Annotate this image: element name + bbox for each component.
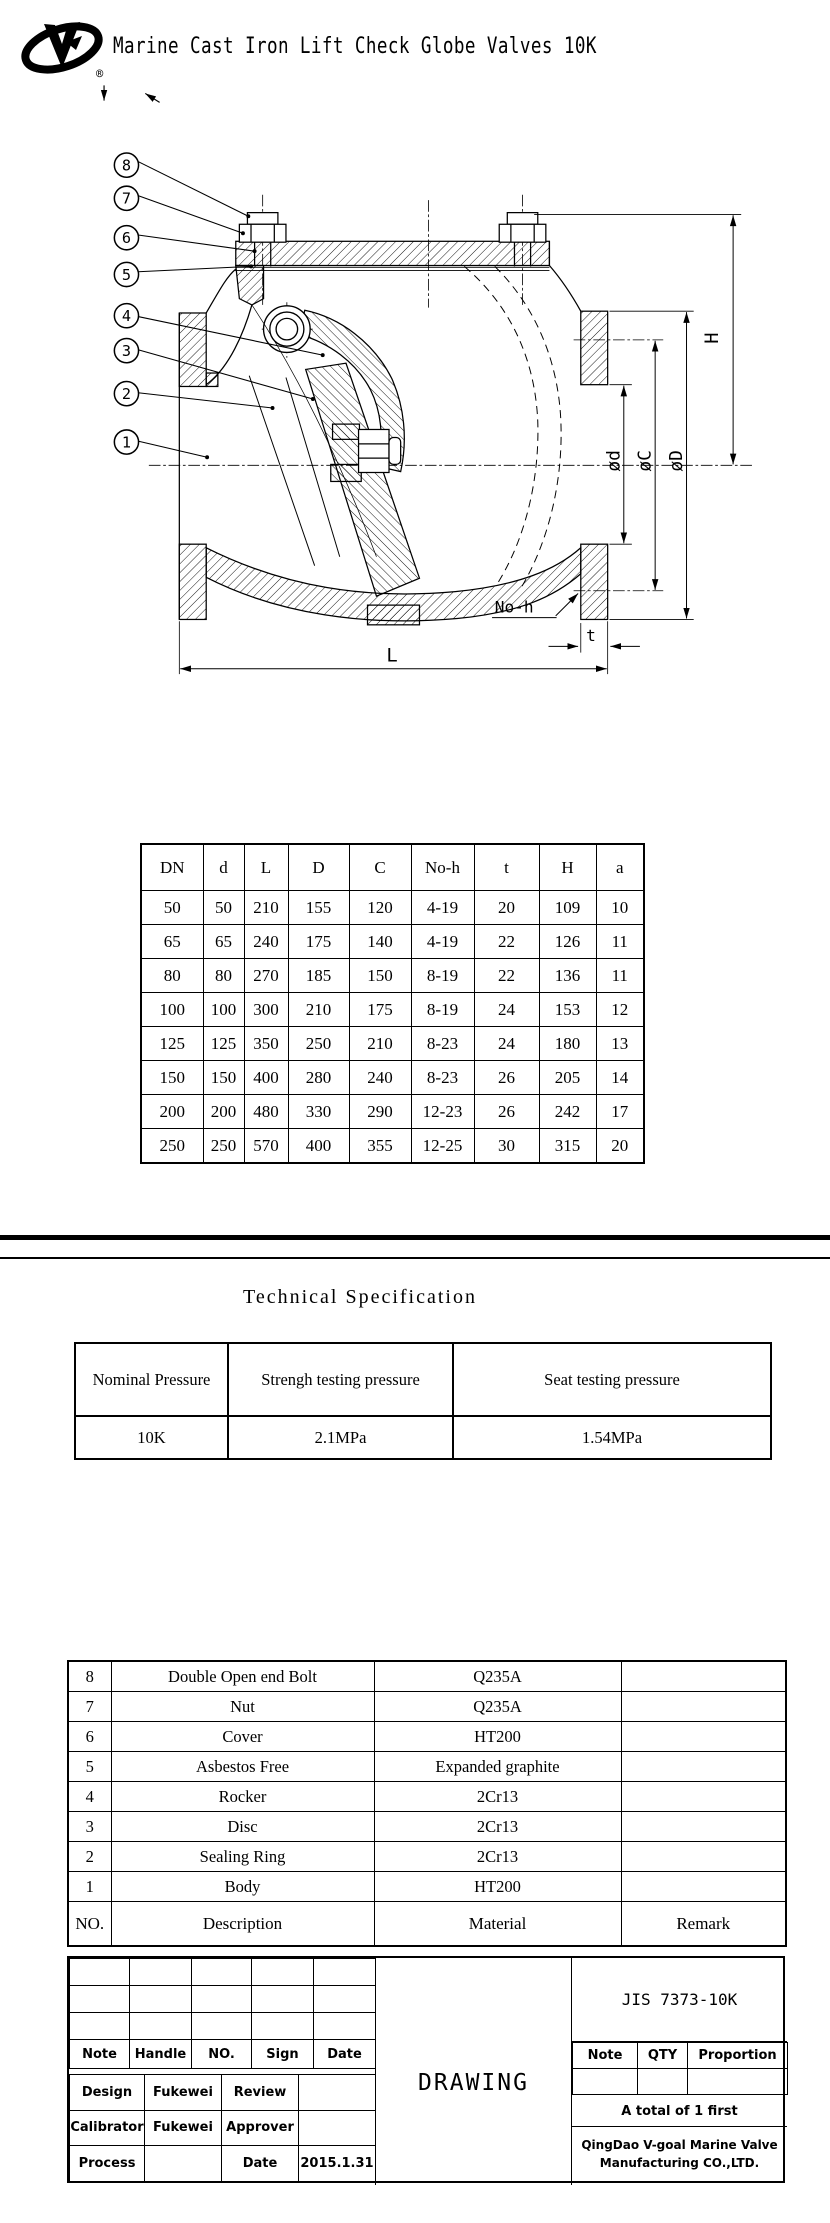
cell: Review bbox=[222, 2075, 299, 2111]
cell: 30 bbox=[474, 1129, 539, 1164]
cell: Seat testing pressure bbox=[453, 1343, 771, 1416]
cell: 300 bbox=[244, 993, 288, 1027]
cell: 2Cr13 bbox=[374, 1782, 621, 1812]
table-row bbox=[68, 1692, 786, 1722]
cell: 1 bbox=[68, 1872, 111, 1902]
cell bbox=[621, 1661, 786, 1692]
cell bbox=[621, 1872, 786, 1902]
cell: 126 bbox=[539, 925, 596, 959]
cell: 11 bbox=[596, 959, 644, 993]
section-divider-thin bbox=[0, 1257, 830, 1259]
cover-section bbox=[236, 241, 550, 265]
cell: 22 bbox=[474, 959, 539, 993]
parts-table-body bbox=[68, 1661, 786, 1902]
right-flange-upper bbox=[581, 311, 608, 384]
cell: 3 bbox=[68, 1812, 111, 1842]
cell: 100 bbox=[203, 993, 244, 1027]
cell: 5 bbox=[68, 1752, 111, 1782]
cell: 400 bbox=[244, 1061, 288, 1095]
cell: 8-19 bbox=[411, 959, 474, 993]
cell: No-h bbox=[411, 844, 474, 891]
table-row bbox=[68, 1872, 786, 1902]
cell: 4-19 bbox=[411, 925, 474, 959]
table-row bbox=[70, 2075, 376, 2111]
cell: 175 bbox=[288, 925, 349, 959]
cell: Note bbox=[573, 2043, 638, 2069]
balloon-8: 8 bbox=[121, 156, 132, 175]
cell: 210 bbox=[349, 1027, 411, 1061]
cell: 175 bbox=[349, 993, 411, 1027]
cell: L bbox=[244, 844, 288, 891]
cell: D bbox=[288, 844, 349, 891]
cell: 480 bbox=[244, 1095, 288, 1129]
spec-table bbox=[74, 1342, 772, 1460]
cell: 330 bbox=[288, 1095, 349, 1129]
cell: C bbox=[349, 844, 411, 891]
cell: QTY bbox=[638, 2043, 688, 2069]
cell: NO. bbox=[68, 1902, 111, 1947]
revision-row-empty bbox=[70, 1959, 376, 1986]
section-divider-thick bbox=[0, 1235, 830, 1240]
cell: 205 bbox=[539, 1061, 596, 1095]
cell: 4 bbox=[68, 1782, 111, 1812]
cell: 11 bbox=[596, 925, 644, 959]
cell: Date bbox=[222, 2146, 299, 2182]
cell: 2Cr13 bbox=[374, 1842, 621, 1872]
dim-label-t: t bbox=[586, 625, 596, 645]
cell: 155 bbox=[288, 891, 349, 925]
table-row bbox=[70, 2146, 376, 2182]
cell: Note bbox=[70, 2040, 130, 2069]
company-logo bbox=[20, 12, 112, 82]
dim-label-dia-C: øC bbox=[634, 450, 656, 472]
cell: Strengh testing pressure bbox=[228, 1343, 453, 1416]
cell: 250 bbox=[288, 1027, 349, 1061]
standard-number: JIS 7373-10K bbox=[572, 1958, 787, 2042]
cell: 8-19 bbox=[411, 993, 474, 1027]
company-line-2: Manufacturing CO.,LTD. bbox=[599, 2156, 760, 2170]
total-note: A total of 1 first bbox=[572, 2097, 787, 2127]
balloon-7: 7 bbox=[121, 189, 132, 208]
cell: 6 bbox=[68, 1722, 111, 1752]
valve-body-sections bbox=[179, 241, 607, 625]
cover-neck bbox=[236, 265, 264, 304]
cell: t bbox=[474, 844, 539, 891]
cell: 1.54MPa bbox=[453, 1416, 771, 1459]
drawing-label: DRAWING bbox=[418, 2070, 529, 2096]
cell: 150 bbox=[349, 959, 411, 993]
cell: 242 bbox=[539, 1095, 596, 1129]
cell: 20 bbox=[596, 1129, 644, 1164]
cell: Double Open end Bolt bbox=[111, 1661, 374, 1692]
dimension-table-body bbox=[141, 891, 644, 1164]
cell: 13 bbox=[596, 1027, 644, 1061]
valve-cross-section-drawing bbox=[0, 80, 830, 770]
cell: Rocker bbox=[111, 1782, 374, 1812]
cell: H bbox=[539, 844, 596, 891]
qty-header-row bbox=[573, 2043, 788, 2069]
cell: Description bbox=[111, 1902, 374, 1947]
cell: 2 bbox=[68, 1842, 111, 1872]
cell bbox=[299, 2110, 376, 2146]
cell: 50 bbox=[141, 891, 203, 925]
cell bbox=[621, 1782, 786, 1812]
cell: Fukewei bbox=[145, 2075, 222, 2111]
cell: 315 bbox=[539, 1129, 596, 1164]
cell: 2.1MPa bbox=[228, 1416, 453, 1459]
cell: 350 bbox=[244, 1027, 288, 1061]
cell: d bbox=[203, 844, 244, 891]
cell: HT200 bbox=[374, 1872, 621, 1902]
cell bbox=[621, 1722, 786, 1752]
cell: 240 bbox=[349, 1061, 411, 1095]
parts-table-footer bbox=[68, 1902, 786, 1947]
balloon-4: 4 bbox=[121, 307, 132, 326]
cell: 153 bbox=[539, 993, 596, 1027]
cell: 355 bbox=[349, 1129, 411, 1164]
cell bbox=[621, 1812, 786, 1842]
cell bbox=[621, 1692, 786, 1722]
table-row bbox=[141, 1095, 644, 1129]
table-row bbox=[141, 1061, 644, 1095]
revision-row-empty bbox=[70, 2013, 376, 2040]
cell: 250 bbox=[141, 1129, 203, 1164]
table-row bbox=[68, 1842, 786, 1872]
spec-table-header bbox=[75, 1343, 771, 1416]
table-row bbox=[70, 2110, 376, 2146]
table-row bbox=[68, 1752, 786, 1782]
cell: 10K bbox=[75, 1416, 228, 1459]
cell: 65 bbox=[141, 925, 203, 959]
table-row bbox=[68, 1812, 786, 1842]
cell: 100 bbox=[141, 993, 203, 1027]
table-row bbox=[141, 959, 644, 993]
cell: 65 bbox=[203, 925, 244, 959]
qty-value-row bbox=[573, 2069, 788, 2095]
cell: Handle bbox=[130, 2040, 192, 2069]
cell: 250 bbox=[203, 1129, 244, 1164]
cell: 125 bbox=[141, 1027, 203, 1061]
company-name bbox=[572, 2127, 787, 2185]
cell: Calibrator bbox=[70, 2110, 145, 2146]
left-flange-lower bbox=[179, 544, 206, 619]
registered-mark: ® bbox=[96, 67, 104, 81]
cell: 12 bbox=[596, 993, 644, 1027]
signature-grid bbox=[69, 2074, 376, 2182]
balloon-5: 5 bbox=[121, 265, 132, 284]
dim-label-L: L bbox=[386, 645, 398, 667]
cell: 185 bbox=[288, 959, 349, 993]
cell: 120 bbox=[349, 891, 411, 925]
cell: Design bbox=[70, 2075, 145, 2111]
cell: NO. bbox=[192, 2040, 252, 2069]
foot-pad bbox=[368, 605, 420, 625]
table-row bbox=[141, 1129, 644, 1164]
cell: 290 bbox=[349, 1095, 411, 1129]
spec-title: Technical Specification bbox=[243, 1286, 477, 1308]
cell: 4-19 bbox=[411, 891, 474, 925]
section-mark bbox=[104, 85, 160, 102]
cell: 26 bbox=[474, 1095, 539, 1129]
cell: HT200 bbox=[374, 1722, 621, 1752]
cell: 140 bbox=[349, 925, 411, 959]
cell: 80 bbox=[141, 959, 203, 993]
cell: Nominal Pressure bbox=[75, 1343, 228, 1416]
cell: 50 bbox=[203, 891, 244, 925]
page-title: Marine Cast Iron Lift Check Globe Valves 10K bbox=[113, 34, 597, 59]
dim-label-dia-D: øD bbox=[666, 450, 688, 472]
cell: Material bbox=[374, 1902, 621, 1947]
cell: 400 bbox=[288, 1129, 349, 1164]
table-row bbox=[141, 891, 644, 925]
balloon-3: 3 bbox=[121, 342, 132, 360]
cell: 150 bbox=[141, 1061, 203, 1095]
cell: Nut bbox=[111, 1692, 374, 1722]
cell: Fukewei bbox=[145, 2110, 222, 2146]
cell: 12-23 bbox=[411, 1095, 474, 1129]
cell: 150 bbox=[203, 1061, 244, 1095]
revision-header-row bbox=[70, 2040, 376, 2069]
cell: 24 bbox=[474, 1027, 539, 1061]
spec-table-values bbox=[75, 1416, 771, 1459]
cell bbox=[299, 2075, 376, 2111]
cell: Q235A bbox=[374, 1692, 621, 1722]
cell: 280 bbox=[288, 1061, 349, 1095]
dimension-table-header bbox=[141, 844, 644, 891]
cell: DN bbox=[141, 844, 203, 891]
table-row bbox=[141, 993, 644, 1027]
cell: 200 bbox=[203, 1095, 244, 1129]
cell: 26 bbox=[474, 1061, 539, 1095]
balloon-1: 1 bbox=[121, 433, 132, 452]
cell: 210 bbox=[244, 891, 288, 925]
dimension-table bbox=[140, 843, 645, 1164]
parts-table bbox=[67, 1660, 787, 1947]
cell: Proportion bbox=[688, 2043, 788, 2069]
cell: 20 bbox=[474, 891, 539, 925]
cell: Expanded graphite bbox=[374, 1752, 621, 1782]
cell: Asbestos Free bbox=[111, 1752, 374, 1782]
cell: 2Cr13 bbox=[374, 1812, 621, 1842]
table-row bbox=[68, 1782, 786, 1812]
cell: Date bbox=[314, 2040, 376, 2069]
table-row bbox=[141, 925, 644, 959]
cell: Remark bbox=[621, 1902, 786, 1947]
cell: a bbox=[596, 844, 644, 891]
cell: Sealing Ring bbox=[111, 1842, 374, 1872]
cell: 240 bbox=[244, 925, 288, 959]
cell: 24 bbox=[474, 993, 539, 1027]
cell: Disc bbox=[111, 1812, 374, 1842]
cell: 22 bbox=[474, 925, 539, 959]
rocker-pivot bbox=[264, 306, 311, 353]
table-row bbox=[68, 1722, 786, 1752]
cell: 136 bbox=[539, 959, 596, 993]
cell: 109 bbox=[539, 891, 596, 925]
disc-section bbox=[306, 363, 420, 596]
cell: 570 bbox=[244, 1129, 288, 1164]
cell: 180 bbox=[539, 1027, 596, 1061]
cell: 125 bbox=[203, 1027, 244, 1061]
cell: 17 bbox=[596, 1095, 644, 1129]
cell: 2015.1.31 bbox=[299, 2146, 376, 2182]
cell: 200 bbox=[141, 1095, 203, 1129]
cell: 7 bbox=[68, 1692, 111, 1722]
balloon-6: 6 bbox=[121, 229, 132, 248]
table-row bbox=[68, 1661, 786, 1692]
cell: Process bbox=[70, 2146, 145, 2182]
qty-table bbox=[572, 2042, 788, 2095]
cell: Cover bbox=[111, 1722, 374, 1752]
cell: 210 bbox=[288, 993, 349, 1027]
cell: 8-23 bbox=[411, 1061, 474, 1095]
title-block bbox=[67, 1956, 785, 2183]
dim-label-H: H bbox=[701, 332, 723, 344]
right-flange-lower bbox=[581, 544, 608, 619]
standard-block bbox=[572, 1958, 787, 2185]
company-line-1: QingDao V-goal Marine Valve bbox=[581, 2138, 778, 2152]
cell: 10 bbox=[596, 891, 644, 925]
revision-grid bbox=[69, 1958, 376, 2069]
cell: Sign bbox=[252, 2040, 314, 2069]
cell: 8 bbox=[68, 1661, 111, 1692]
cell: 12-25 bbox=[411, 1129, 474, 1164]
cell: 8-23 bbox=[411, 1027, 474, 1061]
cell: 14 bbox=[596, 1061, 644, 1095]
left-flange-upper bbox=[179, 313, 206, 386]
cell bbox=[621, 1842, 786, 1872]
cell: 80 bbox=[203, 959, 244, 993]
balloon-2: 2 bbox=[121, 385, 132, 404]
cell bbox=[145, 2146, 222, 2182]
revision-row-empty bbox=[70, 1986, 376, 2013]
drawing-cell bbox=[375, 1958, 572, 2185]
cell: 270 bbox=[244, 959, 288, 993]
dim-label-no-h: No-h bbox=[494, 597, 534, 617]
cell: Q235A bbox=[374, 1661, 621, 1692]
cell: Body bbox=[111, 1872, 374, 1902]
table-row bbox=[141, 1027, 644, 1061]
cell: Approver bbox=[222, 2110, 299, 2146]
cell bbox=[621, 1752, 786, 1782]
dim-label-dia-d: ød bbox=[603, 450, 625, 472]
